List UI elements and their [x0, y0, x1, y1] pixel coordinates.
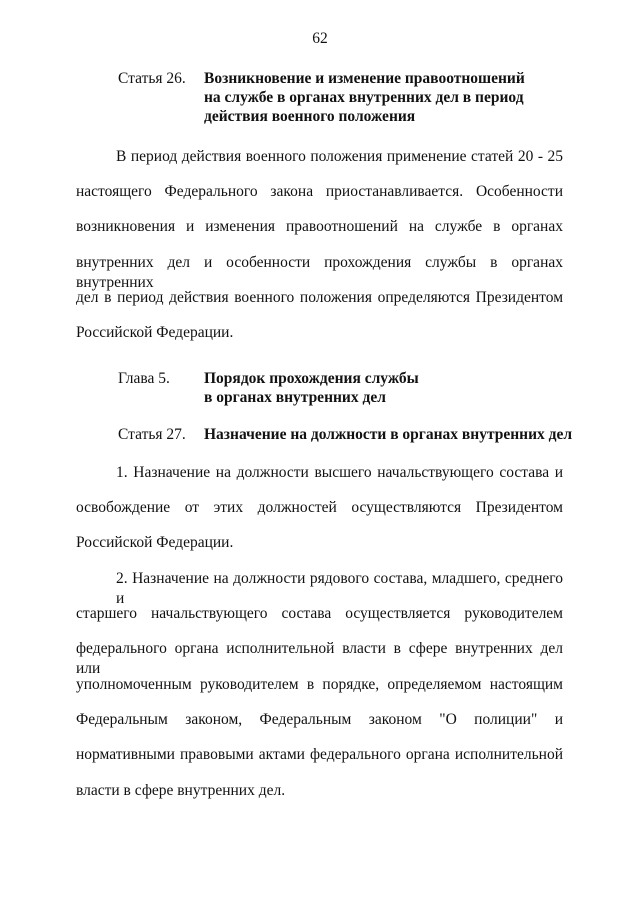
page-number: 62: [312, 30, 328, 47]
article-26-title: [204, 69, 525, 126]
chapter-5-title-line: Порядок прохождения службы: [204, 370, 419, 387]
article-27-paragraph-1: [76, 463, 563, 553]
article-27-heading: [118, 425, 573, 445]
paragraph-line: В период действия военного положения применение статей 20 - 25: [116, 148, 563, 165]
paragraph-line: Российской Федерации.: [76, 534, 234, 551]
paragraph-line: 2. Назначение на должности рядового состава, младшего, среднего и: [116, 570, 563, 607]
article-26-label: Статья 26.: [118, 70, 186, 87]
article-26-title-line: действия военного положения: [204, 108, 416, 125]
chapter-5-heading: [118, 369, 558, 409]
paragraph-line: Федеральным законом, Федеральным законом "О полиции" и: [76, 711, 563, 728]
paragraph-line: освобождение от этих должностей осуществляются Президентом: [76, 499, 563, 516]
article-26-title-line: Возникновение и изменение правоотношений: [204, 70, 525, 87]
paragraph-line: внутренних дел и особенности прохождения службы в органах внутренних: [76, 254, 563, 291]
paragraph-line: 1. Назначение на должности высшего начальствующего состава и: [116, 464, 563, 481]
article-27-title: [204, 425, 572, 444]
paragraph-line: федерального органа исполнительной власти в сфере внутренних дел или: [76, 640, 563, 677]
paragraph-line: старшего начальствующего состава осуществляется руководителем: [76, 605, 563, 622]
paragraph-line: уполномоченным руководителем в порядке, определяемом настоящим: [76, 676, 563, 693]
paragraph-line: возникновения и изменения правоотношений на службе в органах: [76, 218, 563, 235]
article-27-paragraph-2: [76, 569, 563, 804]
paragraph-line: дел в период действия военного положения определяются Президентом: [76, 289, 563, 306]
article-26-heading: [118, 69, 558, 129]
article-26-title-line: на службе в органах внутренних дел в период: [204, 89, 524, 106]
article-26-paragraph: [76, 147, 563, 347]
chapter-5-label: Глава 5.: [118, 370, 170, 387]
paragraph-line: Российской Федерации.: [76, 324, 234, 341]
chapter-5-title: [204, 369, 419, 407]
article-27-label: Статья 27.: [118, 426, 186, 443]
paragraph-line: настоящего Федерального закона приостанавливается. Особенности: [76, 183, 563, 200]
article-27-title-line: Назначение на должности в органах внутренних дел: [204, 426, 573, 443]
paragraph-line: нормативными правовыми актами федерального органа исполнительной: [76, 746, 563, 763]
chapter-5-title-line: в органах внутренних дел: [204, 389, 386, 406]
paragraph-line: власти в сфере внутренних дел.: [76, 782, 286, 799]
